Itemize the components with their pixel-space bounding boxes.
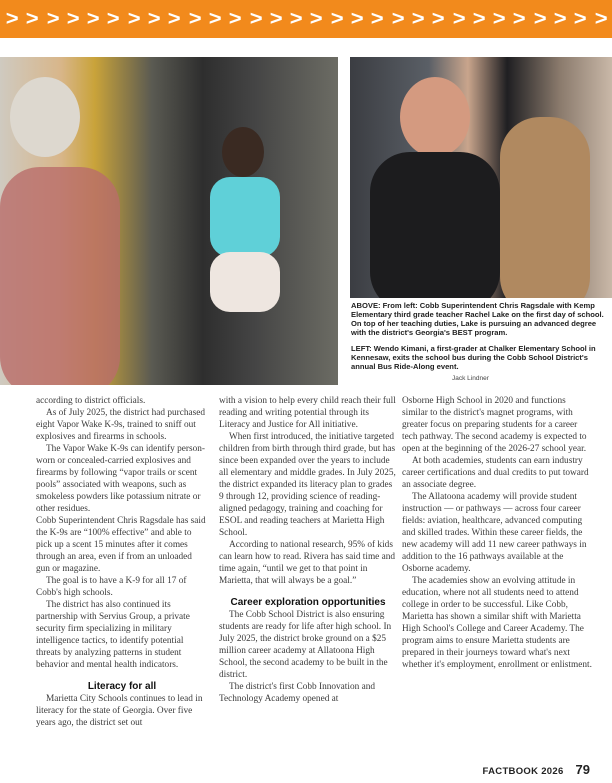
photo-superintendent-with-teacher: [350, 57, 612, 298]
chevron-icon: >: [86, 7, 100, 30]
section-heading-career: Career exploration opportunities: [230, 597, 386, 608]
chevron-icon: >: [147, 7, 161, 30]
publication-name: FACTBOOK 2026: [482, 766, 564, 777]
article-column-2: [219, 395, 397, 705]
chevron-icon: >: [574, 7, 587, 30]
chevron-icon: >: [289, 7, 303, 30]
paragraph: The goal is to have a K-9 for all 17 of Cobb's high schools.: [36, 576, 187, 598]
paragraph: with a vision to help every child reach their full reading and writing potential through its Literacy and Justice for All initiative.: [219, 396, 396, 430]
paragraph: The academies show an evolving attitude in education, where not all students need to attend college in order to be successful. Like Cobb, Marietta has shown a similar shift with Marietta High School's College and Career Academy. The program aims to ensure Marietta students are prepared in their journeys toward what's next whether it's employment, enrollment or enlistment.: [402, 576, 592, 670]
paragraph: according to district officials.: [36, 396, 146, 406]
chevron-icon: >: [46, 7, 60, 30]
chevron-icon: >: [188, 7, 202, 30]
chevron-icon: >: [371, 7, 384, 30]
paragraph: As of July 2025, the district had purchased eight Vapor Wake K-9s, trained to sniff out explosives and firearms in schools.: [36, 408, 206, 442]
page-footer: [483, 762, 590, 777]
page-number: 79: [575, 762, 590, 777]
photo-student-exiting-bus: [0, 57, 338, 385]
chevron-icon: >: [431, 7, 445, 30]
chevron-icon: >: [310, 7, 324, 30]
chevron-icon: >: [107, 7, 121, 30]
chevron-icon: >: [350, 7, 364, 30]
chevron-icon: >: [66, 7, 80, 30]
article-column-3: [402, 395, 592, 671]
chevron-icon: >: [26, 7, 39, 30]
article-column-1: [36, 395, 208, 729]
chevron-icon: >: [249, 7, 263, 30]
chevron-icon: >: [553, 7, 567, 30]
section-heading-literacy: Literacy for all: [87, 681, 157, 692]
chevron-icon: >: [594, 7, 608, 30]
chevron-icon: >: [513, 7, 526, 30]
chevron-icon: >: [391, 7, 405, 30]
paragraph: At both academies, students can earn industry career certifications and dual credits to put toward an associate degree.: [402, 456, 589, 490]
chevron-icon: >: [411, 7, 425, 30]
chevron-icon: >: [330, 7, 344, 30]
chevron-icon: >: [208, 7, 222, 30]
paragraph: When first introduced, the initiative targeted children from birth through third grade, but has since been expanded over the years to include all elementary and middle grades. In July 2025, the district expanded its literacy plan to grades 9 through 12, providing science of reading-aligned pedagogy, training and coaching for ESOL and reading teachers at Marietta High School.: [219, 432, 396, 538]
paragraph: Osborne High School in 2020 and functions similar to the district's magnet programs, with greater focus on preparing students for a career tech pathway. The second academy is expected to open at the beginning of the 2026-27 school year.: [402, 396, 587, 454]
paragraph: The Allatoona academy will provide student instruction — or pathways — across four career fields: aviation, healthcare, advanced computing and skilled trades. Within these career fields, the new academy will add 11 new career pathways in addition to the 16 pathways available at the Osborne academy.: [402, 492, 587, 574]
chevron-icon: >: [127, 7, 141, 30]
chevron-icon: >: [492, 7, 506, 30]
paragraph: The Cobb School District is also ensuring students are ready for life after high school. In July 2025, the district broke ground on a $25 million career academy at Allatoona High School, the second academy to be built in the district.: [219, 610, 392, 680]
chevron-icon: >: [472, 7, 486, 30]
photo-caption: [351, 301, 611, 383]
paragraph: The Vapor Wake K-9s can identify person-worn or concealed-carried explosives and firearms by following “vapor trails or scent pools” associated with weapons, such as smokeless powders like potassium nitrate or other residues.: [36, 444, 205, 514]
chevron-icon: >: [452, 7, 466, 30]
caption-above: ABOVE: From left: Cobb Superintendent Chris Ragsdale with Kemp Elementary third grade teacher Rachel Lake on the first day of school. On top of her teaching duties, Lake is pursuing an advanced degree with the district's Georgia's BEST program.: [351, 301, 604, 337]
photo-credit: Jack Lindner: [452, 375, 489, 382]
chevron-icon: >: [269, 7, 283, 30]
paragraph: The district has also continued its partnership with Servius Group, a private security firm specializing in military intelligence tactics, to identify potential threats by analyzing patterns in student behavior and mental health indicators.: [36, 600, 190, 670]
paragraph: The district's first Cobb Innovation and Technology Academy opened at: [219, 682, 376, 704]
chevron-icon: >: [5, 7, 19, 30]
paragraph: Cobb Superintendent Chris Ragsdale has said the K-9s are “100% effective” and able to pick up a scent 15 minutes after it comes through an area, even if from an unloaded gun or magazine.: [36, 516, 206, 574]
header-chevron-band: [0, 0, 612, 38]
chevron-icon: >: [168, 7, 181, 30]
paragraph: Marietta City Schools continues to lead in literacy for the state of Georgia. Over five years ago, the district set out: [36, 694, 203, 728]
chevron-icon: >: [533, 7, 547, 30]
chevron-icon: >: [228, 7, 242, 30]
paragraph: According to national research, 95% of kids can learn how to read. Rivera has said time and time again, “until we get to that point in Marietta, that will always be a goal.”: [219, 540, 396, 586]
caption-left: LEFT: Wendo Kimani, a first-grader at Chalker Elementary School in Kennesaw, exits the school bus during the Cobb School District's annual Bus Ride-Along event.: [351, 344, 596, 371]
